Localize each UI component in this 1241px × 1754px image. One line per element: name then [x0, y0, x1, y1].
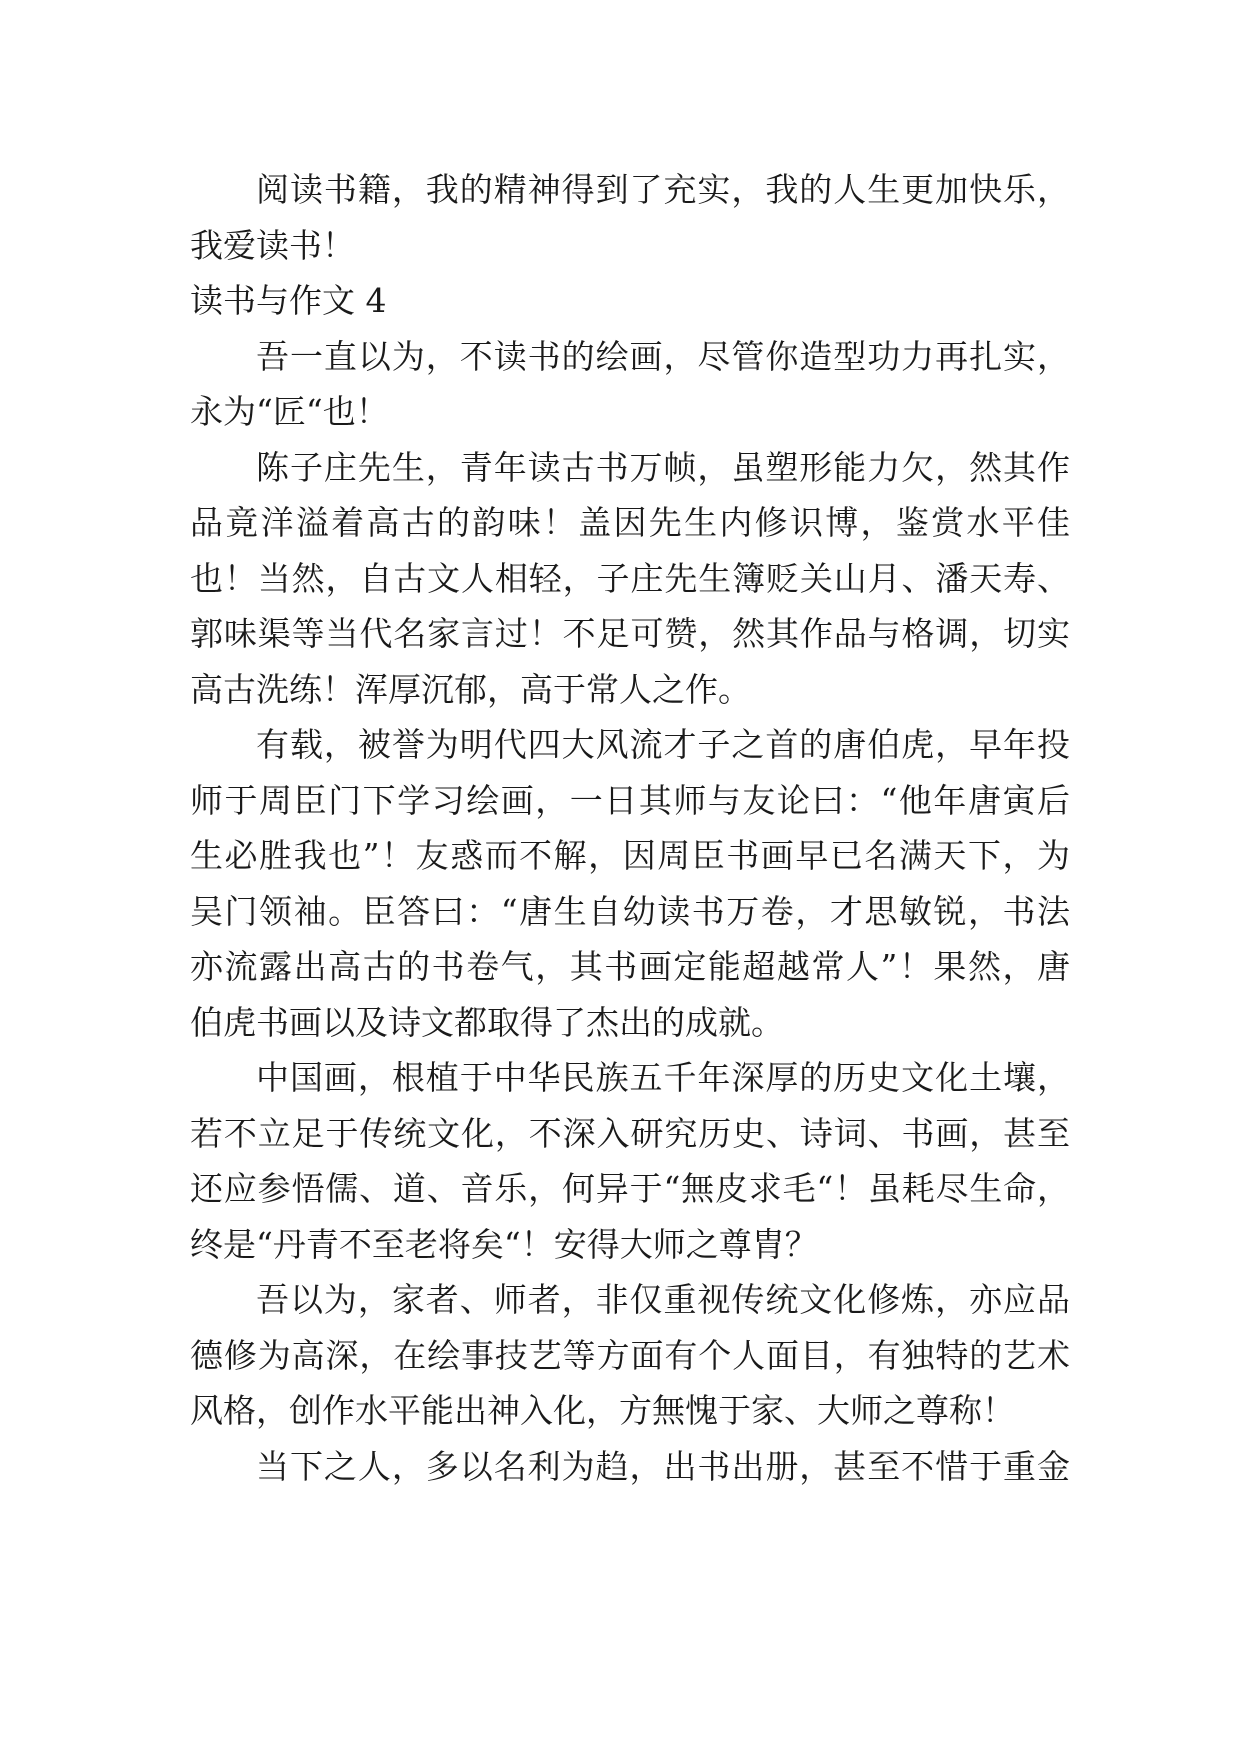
paragraph-line: 品竟洋溢着高古的韵味！盖因先生内修识博，鉴赏水平佳	[190, 503, 1070, 542]
paragraph-line: 永为“匠“也！	[190, 392, 389, 431]
paragraph-line: 德修为高深，在绘事技艺等方面有个人面目，有独特的艺术	[190, 1335, 1070, 1375]
paragraph-line: 阅读书籍，我的精神得到了充实，我的人生更加快乐，	[256, 170, 1070, 209]
paragraph-line: 伯虎书画以及诗文都取得了杰出的成就。	[190, 1002, 784, 1042]
paragraph-line: 生必胜我也”！友惑而不解，因周臣书画早已名满天下，为	[190, 836, 1070, 875]
paragraph-line: 有载，被誉为明代四大风流才子之首的唐伯虎，早年投	[256, 725, 1070, 764]
paragraph-line: 也！当然，自古文人相轻，子庄先生簿贬关山月、潘天寿、	[190, 558, 1070, 598]
paragraph-line: 当下之人，多以名利为趋，出书出册，甚至不惜于重金	[256, 1446, 1070, 1486]
paragraph-line: 若不立足于传统文化，不深入研究历史、诗词、书画，甚至	[190, 1113, 1070, 1153]
paragraph-line: 还应参悟儒、道、音乐，何异于“無皮求毛“！虽耗尽生命，	[190, 1169, 1070, 1208]
document-body	[190, 162, 1070, 1494]
paragraph-line: 中国画，根植于中华民族五千年深厚的历史文化土壤，	[256, 1058, 1070, 1097]
section-heading: 读书与作文 4	[190, 281, 387, 320]
paragraph-line: 高古洗练！浑厚沉郁，高于常人之作。	[190, 669, 751, 709]
paragraph-line: 师于周臣门下学习绘画，一日其师与友论曰：“他年唐寅后	[190, 780, 1070, 820]
paragraph-line: 吾一直以为，不读书的绘画，尽管你造型功力再扎实，	[256, 336, 1070, 376]
paragraph-line: 郭味渠等当代名家言过！不足可赞，然其作品与格调，切实	[190, 614, 1070, 653]
paragraph-line: 风格，创作水平能出神入化，方無愧于家、大师之尊称！	[190, 1391, 1015, 1430]
paragraph-line: 我爱读书！	[190, 225, 355, 265]
paragraph-line: 终是“丹青不至老将矣“！安得大师之尊胄？	[190, 1224, 818, 1264]
paragraph-line: 吴门领袖。臣答曰：“唐生自幼读书万卷，才思敏锐，书法	[190, 891, 1070, 931]
paragraph-line: 陈子庄先生，青年读古书万帧，虽塑形能力欠，然其作	[256, 447, 1070, 487]
paragraph-line: 亦流露出高古的书卷气，其书画定能超越常人”！果然，唐	[190, 947, 1070, 986]
paragraph-line: 吾以为，家者、师者，非仅重视传统文化修炼，亦应品	[256, 1280, 1070, 1319]
